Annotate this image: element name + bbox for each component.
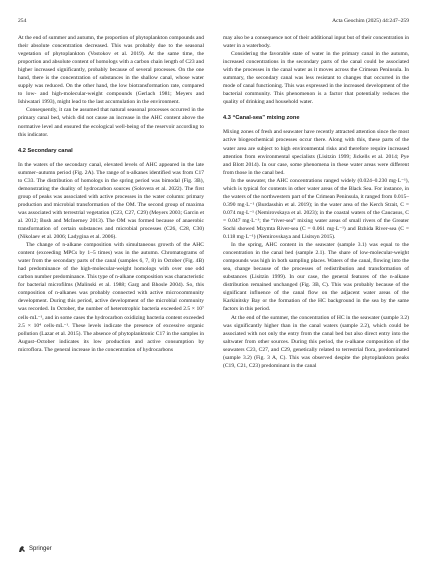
paragraph: Mixing zones of fresh and seawater have recently attracted attention since the most active biogeochemical processes occur there. Along with this, these parts of the water area are subject to high environmental risks and therefore require increased attention from environmental specialists (Lisitzin 1999; Jickells et al. 2014; Pye and Blott 2014). In our case, some phenomena in these water areas were different from those in the canal bed. — [223, 129, 409, 176]
paragraph: In the waters of the secondary canal, elevated levels of AHC appeared in the late summer–autumn period (Fig. 2A). The range of n-alkanes identified was from C17 to C33. The distribution of homologs in the spring period was bimodal (Fig. 3B), demonstrating the duality of hydrocarbon sources (Solovera et al. 2022). The first group of peaks was associated with active processes in the water column: primary production and microbial transformation of the OM. The second group of maxima was associated with terrestrial vegetation (C23, C27, C29) (Meyers 2003; Garcin et al. 2012; Bush and McInerney 2013). The OM was formed because of anaerobic transformation of certain substances and microbial processes (C26, C28, C30) (Nikolaev et al. 2006; Ladygina et al. 2006). — [18, 161, 204, 241]
paragraph: The change of n-alkane composition with simultaneous growth of the AHC content (exceeding MPCs by 1–5 times) was in the autumn. Chromatograms of water from the secondary parts of the canal (samples 6, 7, 8) in October (Fig. 4B) had predominance of the high-molecular-weight homologs with over one odd carbon number predominance. This type of n-alkane composition was characteristic for bacterial microfilms (Malinski et al. 1988; Garg and Bhosle 2004). So, this composition of n-alkanes was probably connected with active microcommunity development. During this period, active development of the microbial community was recorded. In October, the number of heterotrophic bacteria exceeded 2.5 × 10⁷ cells·mL⁻¹, and in some cases the hydrocarbon oxidizing bacteria content exceeded 2.5 × 10⁴ cells·mL⁻¹. These levels indicate the presence of excessive organic pollution (Lazar et al. 2015). The absence of phytoplanktonic C17 in the samples in August–October indicates its low production and active consumption by microflora. The general increase in the concentration of hydrocarbons — [18, 242, 204, 353]
page-number: 254 — [18, 18, 27, 24]
publisher-name: Springer — [29, 546, 52, 552]
springer-horse-icon — [18, 545, 26, 553]
paragraph: At the end of summer and autumn, the proportion of phytoplankton compounds and their absolute concentration decreased. This was probably due to the seasonal vegetation of phytoplankton (Vostokov et al. 2019). At the same time, the proportion and absolute content of homologs with a carbon chain length of C23 and higher increased significantly, probably because of several processes. On the one hand, there is the concentration of substances in the shallow canal, whose water supply was reduced. On the other hand, the low biotransformation rate, compared to low- and high-molecular-weight compounds (Gerlach 1981; Meyers and Ishiwatari 1993), might lead to the last accumulation in the environment. — [18, 35, 204, 106]
paragraph: In the spring, AHC content in the seawater (sample 3.1) was equal to the concentration in the canal bed (sample 2.1). The share of low-molecular-weight compounds was high in both sampling places. Waters of the canal, flowing into the sea, change because of the processes of redistribution and transformation of substances (Lisitzin 1999). In our case, the general features of the n-alkane distribution remained unchanged (Fig. 3B, C). This was probably because of the significant influence of the canal flow on the adjacent water areas of the Karkinitsky Bay or the formation of the HC background in the sea by the same factors in this period. — [223, 242, 409, 313]
page-footer — [18, 544, 52, 554]
paragraph: may also be a consequence not of their additional input but of their concentration in water in a waterbody. — [223, 35, 409, 50]
section-heading: 4.2 Secondary canal — [18, 147, 73, 154]
paragraph: Considering the favorable state of water in the primary canal in the autumn, increased concentrations in the secondary parts of the canal could be associated with the processes in the canal water as it moves across the Crimean Peninsula. In summary, the secondary canal was less resistant to changes that occurred in the mode of canal functioning. This was expressed in the increased development of the bacterial community. This phenomenon is a factor that potentially reduces the quality of drinking and household water. — [223, 51, 409, 106]
paragraph: Consequently, it can be assumed that natural seasonal processes occurred in the primary canal bed, which did not cause an increase in the AHC content above the normative level and ensured the ecological well-being of the reservoir according to this indicator. — [18, 107, 204, 138]
right-column — [223, 34, 409, 370]
paragraph: At the end of the summer, the concentration of HC in the seawater (sample 3.2) was significantly higher than in the canal waters (sample 2.2), which could be associated with not only the entry from the canal bed but also direct entry into the saltwater from other sources. During this period, the n-alkane composition of the seawaters C23, C27, and C29, genetically related to terrestrial flora, predominated (sample 3.2) (Fig. 3 A, C). This was observed despite the phytoplankton peaks (C19, C21, C23) predominant in the canal — [223, 314, 409, 369]
page-header — [18, 18, 409, 28]
paragraph: In the seawater, the AHC concentrations ranged widely (0.024–0.230 mg·L⁻¹), which is typical for contents in other water areas of the Black Sea. For instance, in the waters of the northwestern part of the Crimean Peninsula, it ranged from 0.015–0.390 mg·L⁻¹ (Burdasshin et al. 2019); in the water area of the Kerch Strait, C = 0.074 mg·L⁻¹ (Nemirovskaya et al. 2023); in the coastal waters of the Caucasus, C = 0.047 mg·L⁻¹; the “river-sea” mixing water areas of small rivers of the Greater Sochi showed Mzymta River-sea (C = 0.061 mg·L⁻¹) and Bzhida River-sea (C = 0.118 mg·L⁻¹) (Nemirovskaya and Lisitsyn 2015). — [223, 177, 409, 241]
section-heading: 4.3 “Canal-sea” mixing zone — [223, 115, 300, 122]
left-column — [18, 34, 204, 354]
journal-citation: Acta Geochim (2025) 44:247–259 — [332, 18, 409, 24]
